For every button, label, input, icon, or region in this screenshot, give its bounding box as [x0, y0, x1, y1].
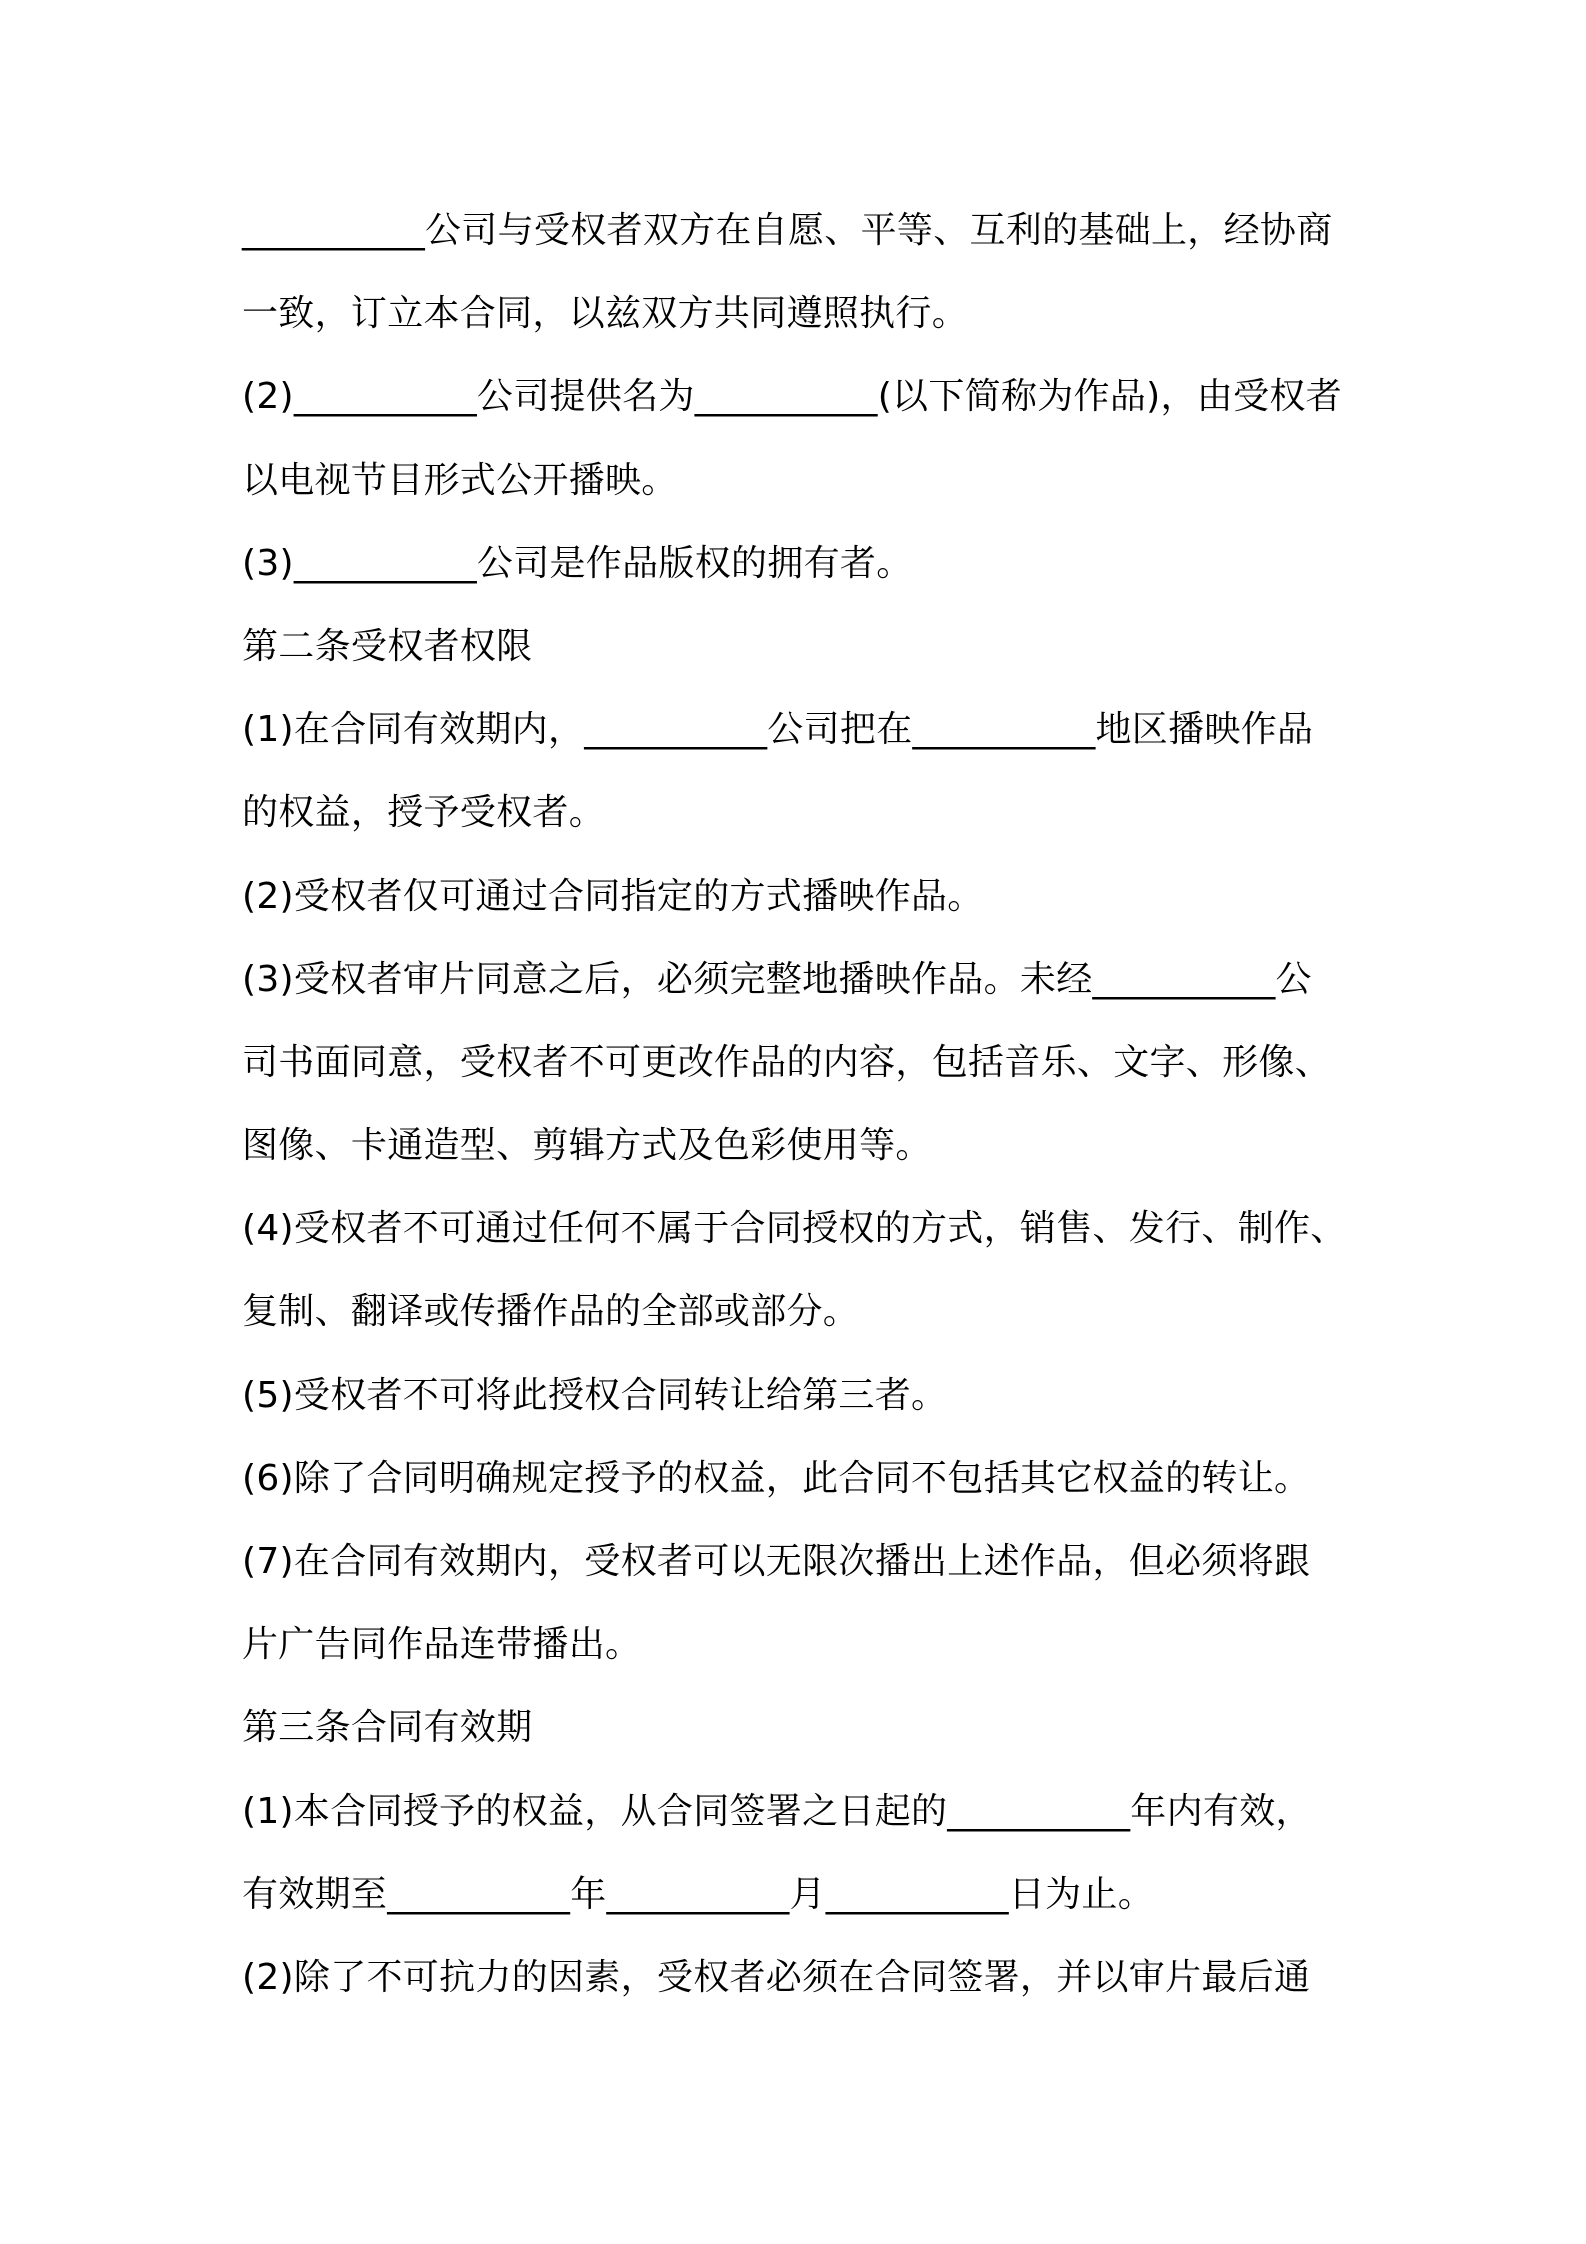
text-line: __________公司与受权者双方在自愿、平等、互利的基础上，经协商: [242, 210, 1333, 251]
text-line: (3)受权者审片同意之后，必须完整地播映作品。未经__________公: [242, 958, 1312, 1000]
section-heading: 第三条合同有效期: [242, 1707, 533, 1749]
text-line: 图像、卡通造型、剪辑方式及色彩使用等。: [242, 1125, 932, 1167]
text-line: 司书面同意，受权者不可更改作品的内容，包括音乐、文字、形像、: [242, 1041, 1332, 1083]
text-line: 复制、翻译或传播作品的全部或部分。: [242, 1291, 860, 1333]
text-line: 以电视节目形式公开播映。: [242, 459, 678, 501]
text-line: 有效期至__________年__________月__________日为止。: [242, 1873, 1154, 1915]
text-line: 的权益，授予受权者。: [242, 792, 606, 834]
text-line: (3)__________公司是作品版权的拥有者。: [242, 542, 913, 584]
text-line: (5)受权者不可将此授权合同转让给第三者。: [242, 1374, 948, 1416]
text-line: (1)在合同有效期内，__________公司把在__________地区播映作品: [242, 709, 1314, 751]
text-line: (6)除了合同明确规定授予的权益，此合同不包括其它权益的转让。: [242, 1457, 1311, 1499]
text-line: (2)受权者仅可通过合同指定的方式播映作品。: [242, 875, 984, 917]
text-line: 一致，订立本合同，以兹双方共同遵照执行。: [242, 293, 969, 335]
text-line: (2)除了不可抗力的因素，受权者必须在合同签署，并以审片最后通: [242, 1956, 1311, 1998]
document-body: [242, 196, 1362, 2026]
text-line: (2)__________公司提供名为__________(以下简称为作品)，由受权者: [242, 376, 1342, 418]
section-heading: 第二条受权者权限: [242, 625, 533, 667]
text-line: (4)受权者不可通过任何不属于合同授权的方式，销售、发行、制作、: [242, 1208, 1347, 1250]
text-line: 片广告同作品连带播出。: [242, 1624, 642, 1666]
text-line: (7)在合同有效期内，受权者可以无限次播出上述作品，但必须将跟: [242, 1541, 1311, 1582]
text-line: (1)本合同授予的权益，从合同签署之日起的__________年内有效，: [242, 1790, 1312, 1832]
